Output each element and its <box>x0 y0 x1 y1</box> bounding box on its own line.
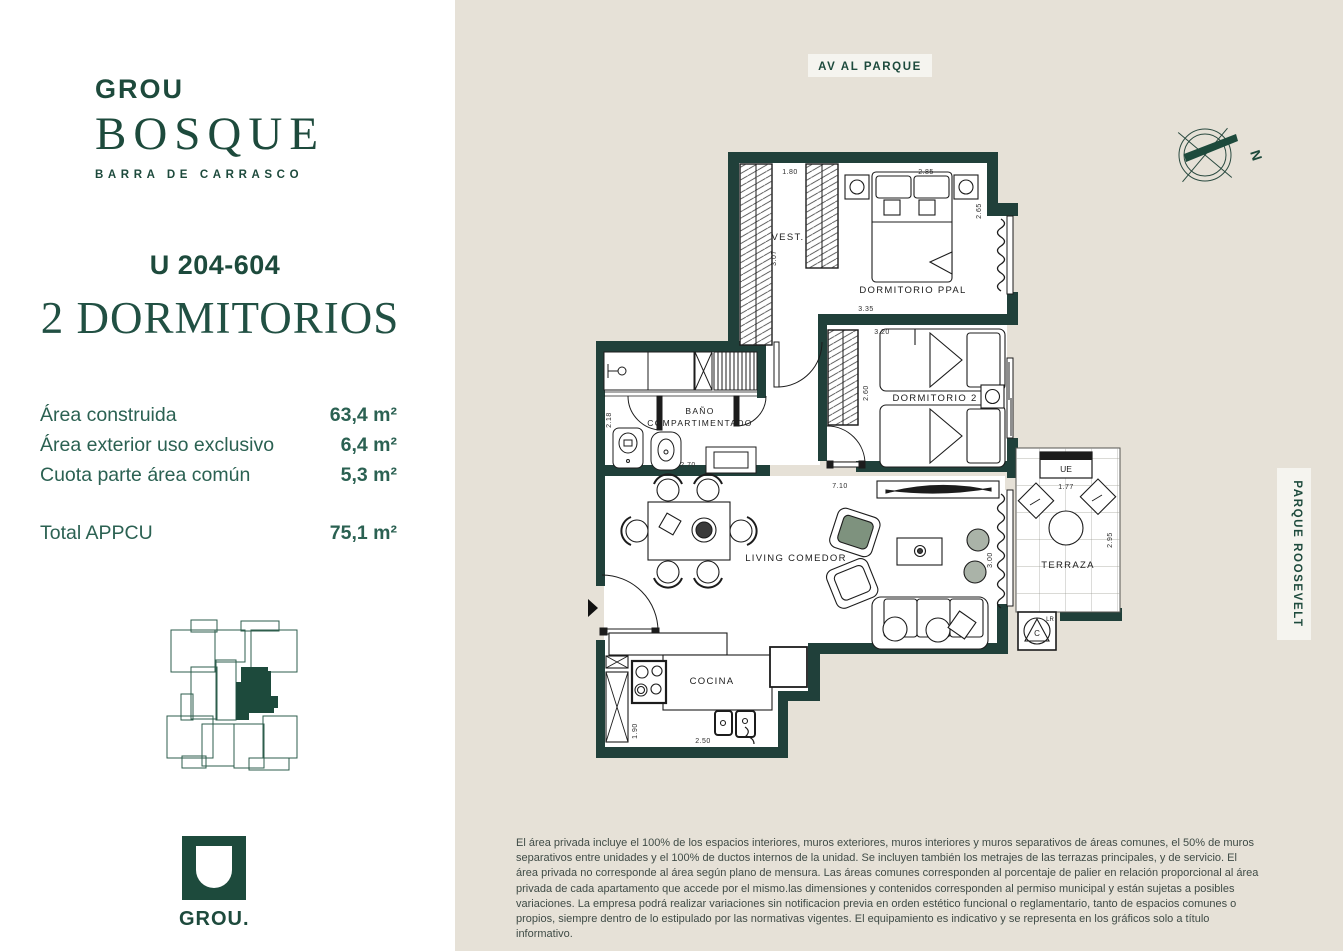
ue-unit <box>1040 452 1092 478</box>
area-value: 63,4 m² <box>329 404 397 426</box>
room-label-living: LIVING COMEDOR <box>745 553 847 564</box>
dim-living-height: 3.00 <box>987 552 994 568</box>
area-row-total <box>40 522 397 552</box>
dim-vest-height: 3.07 <box>771 250 778 266</box>
dim-kitchen-width: 2.50 <box>695 738 711 745</box>
info-panel <box>0 0 455 951</box>
street-top-text: AV AL PARQUE <box>818 61 922 73</box>
drain-c-label: C <box>1034 629 1040 638</box>
unit-code: U 204-604 <box>149 250 281 280</box>
grou-footer-logo <box>179 836 249 931</box>
building-keyplan-diagram <box>146 610 302 778</box>
area-row-comun <box>40 464 397 494</box>
legal-disclaimer: El área privada incluye el 100% de los espacios interiores, muros exteriores, muros interiores y muros separativos de áreas comunes, el 50% de muros separativos entre unidades y el 100% de ductos internos de la unidad. Se incluyen también los metrajes de las terrazas principales, y de servicio. El área privada no corresponde al área según plano de mensura. Las áreas comunes corresponden al porcentaje de palier en relación proporcional al área privada de cada apartamento que accede por el mismo.las dimensiones y contenidos corresponden al permiso municipal y están sujetas a posibles variaciones. La empresa podrá realizar variaciones sin notificacion previa en orden estético funcional o reglamentario, tanto de espacios comunes o propios, siempre dentro de lo estipulado por las normativas vigentes. El equipamiento es indicativo y se representa en los gráficos solo a título informativo. <box>516 837 1259 941</box>
logo-project-text: BOSQUE <box>95 108 326 160</box>
drain-box <box>1018 612 1056 650</box>
grou-wordmark: GROU. <box>179 908 250 930</box>
street-right-text: PARQUE ROOSEVELT <box>1291 480 1303 628</box>
keyplan-unit-highlight <box>236 667 278 720</box>
dim-bath-height: 2.18 <box>606 412 613 428</box>
street-label-top <box>808 54 932 77</box>
compass-icon <box>1156 106 1266 205</box>
area-label: Área construida <box>40 404 177 426</box>
area-label: Área exterior uso exclusivo <box>40 434 275 456</box>
dim-living-width: 7.10 <box>832 483 848 490</box>
logo-location-text: BARRA DE CARRASCO <box>95 169 304 181</box>
room-label-bath-1: BAÑO <box>685 406 715 416</box>
dim-bath-width: 2.70 <box>680 462 696 469</box>
area-total-value: 75,1 m² <box>329 522 397 544</box>
room-label-dorm-ppal: DORMITORIO PPAL <box>859 285 967 296</box>
area-total-label: Total APPCU <box>40 522 153 544</box>
street-label-right <box>1277 468 1311 640</box>
dim-vest-width: 1.80 <box>782 169 798 176</box>
ue-label: UE <box>1060 464 1072 474</box>
compass-north-label: N <box>1247 147 1266 163</box>
dim-dorm2-height: 2.60 <box>863 385 870 401</box>
area-row-exterior <box>40 434 397 464</box>
room-label-vest: VEST. <box>771 232 805 243</box>
grou-logo-icon <box>182 836 246 900</box>
room-label-dorm2: DORMITORIO 2 <box>892 393 978 404</box>
logo-brand-text: GROU <box>95 74 184 104</box>
room-label-bath-2: COMPARTIMENTADO <box>647 418 753 428</box>
project-logo <box>95 74 325 181</box>
floor-plan <box>455 0 1343 951</box>
area-row-construida <box>40 404 397 434</box>
dim-terraza-height: 2.95 <box>1107 532 1114 548</box>
dim-ppal-bottom: 3.35 <box>858 306 874 313</box>
area-value: 6,4 m² <box>340 434 397 456</box>
dim-ppal-width: 2.85 <box>918 169 934 176</box>
area-label: Cuota parte área común <box>40 464 251 486</box>
room-label-terraza: TERRAZA <box>1041 560 1095 571</box>
terraza <box>1016 448 1120 612</box>
drain-lr-label: LR <box>1046 617 1054 623</box>
area-table <box>40 404 397 552</box>
dim-terraza-width: 1.77 <box>1058 484 1074 491</box>
unit-title: 2 DORMITORIOS <box>40 293 400 343</box>
dim-kitchen-height: 1.90 <box>632 723 639 739</box>
area-value: 5,3 m² <box>340 464 397 486</box>
entry-arrow-icon <box>588 599 598 617</box>
dim-ppal-height: 2.65 <box>976 203 983 219</box>
room-label-cocina: COCINA <box>689 676 735 687</box>
dim-dorm2-width: 3.20 <box>874 329 890 336</box>
